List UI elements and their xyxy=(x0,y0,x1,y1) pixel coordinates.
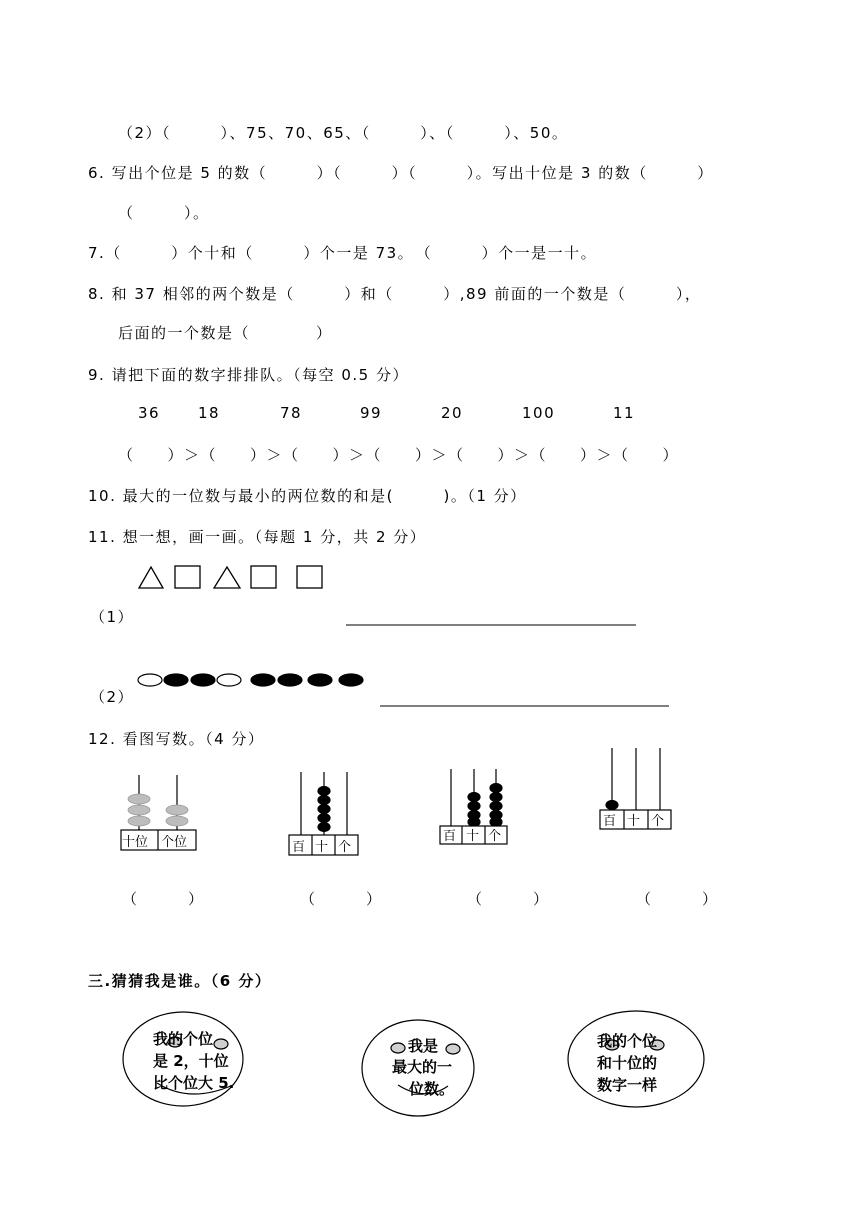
q5-part2: （2）（ ）、75、70、65、（ ）、（ ）、50。 xyxy=(118,124,569,142)
square-shape xyxy=(297,566,322,588)
bubble-text: 和十位的 xyxy=(597,1054,658,1072)
square-shape xyxy=(251,566,276,588)
abacus-label: 十 xyxy=(466,829,480,844)
eye-icon xyxy=(391,1043,405,1053)
q6-line2: （ ）。 xyxy=(118,204,210,222)
black-bead xyxy=(468,802,480,811)
bubble-text: 比个位大 5. xyxy=(153,1074,235,1092)
black-bead xyxy=(318,787,330,796)
gray-bead xyxy=(166,805,188,815)
black-oval xyxy=(339,674,363,686)
black-bead xyxy=(318,805,330,814)
q12-answer-blank: （ ） xyxy=(122,890,205,908)
black-oval xyxy=(278,674,302,686)
q8-line2: 后面的一个数是（ ） xyxy=(118,324,333,342)
q9: 9. 请把下面的数字排排队。（每空 0.5 分） xyxy=(88,366,409,384)
q9-number: 99 xyxy=(360,404,383,422)
q9-number: 78 xyxy=(280,404,303,422)
bubble-text: 最大的一 xyxy=(392,1058,453,1076)
shape-pattern xyxy=(139,566,322,588)
bubble-text: 我是 xyxy=(408,1037,439,1055)
bubble-text: 是 2，十位 xyxy=(153,1052,229,1070)
black-bead xyxy=(318,823,330,832)
square-shape xyxy=(175,566,200,588)
black-oval xyxy=(251,674,275,686)
q10: 10. 最大的一位数与最小的两位数的和是( )。（1 分） xyxy=(88,487,527,505)
black-bead xyxy=(490,784,502,793)
bubble-text: 我的个位 xyxy=(153,1030,214,1048)
black-bead xyxy=(468,793,480,802)
abacus-label: 百 xyxy=(603,814,617,829)
black-oval xyxy=(308,674,332,686)
bubble-text: 数字一样 xyxy=(597,1076,658,1094)
q9-number: 100 xyxy=(522,404,556,422)
gray-bead xyxy=(166,816,188,826)
black-bead xyxy=(606,801,618,810)
abacus-label: 个 xyxy=(488,829,502,844)
abacus-label: 个 xyxy=(338,840,352,855)
oval-pattern xyxy=(138,674,363,686)
q11-part2-label: （2） xyxy=(90,688,135,706)
triangle-shape xyxy=(214,567,240,588)
q12: 12. 看图写数。（4 分） xyxy=(88,730,265,748)
black-bead xyxy=(468,818,480,827)
q12-answer-blank: （ ） xyxy=(467,890,550,908)
q11: 11. 想一想，画一画。（每题 1 分，共 2 分） xyxy=(88,528,427,546)
abacus-label: 十 xyxy=(315,840,329,855)
abacus-label: 个 xyxy=(651,814,665,829)
black-bead xyxy=(318,796,330,805)
bubble-text: 位数。 xyxy=(409,1080,455,1098)
abacus-label: 百 xyxy=(292,840,306,855)
white-oval xyxy=(217,674,241,686)
eye-icon xyxy=(446,1044,460,1054)
abacus-label: 十位 xyxy=(122,835,149,850)
q12-answer-blank: （ ） xyxy=(300,890,383,908)
q11-part1-label: （1） xyxy=(90,608,135,626)
black-bead xyxy=(490,818,502,827)
q9-number: 11 xyxy=(613,404,636,422)
q9-number: 20 xyxy=(441,404,464,422)
abacus-label: 个位 xyxy=(161,835,188,850)
black-bead xyxy=(490,802,502,811)
q8-line1: 8. 和 37 相邻的两个数是（ ）和（ ）,89 前面的一个数是（ ）， xyxy=(88,285,702,303)
gray-bead xyxy=(128,805,150,815)
black-oval xyxy=(191,674,215,686)
q9-number: 18 xyxy=(198,404,221,422)
triangle-shape xyxy=(139,567,163,588)
gray-bead xyxy=(128,816,150,826)
white-oval xyxy=(138,674,162,686)
eye-icon xyxy=(214,1039,228,1049)
q12-answer-blank: （ ） xyxy=(636,890,719,908)
gray-bead xyxy=(128,794,150,804)
abacus-label: 百 xyxy=(443,829,457,844)
black-bead xyxy=(490,793,502,802)
abacus-label: 十 xyxy=(627,814,641,829)
q6-line1: 6. 写出个位是 5 的数（ ）（ ）（ ）。写出十位是 3 的数（ ） xyxy=(88,164,714,182)
section-3-title: 三.猜猜我是谁。（6 分） xyxy=(88,972,272,990)
q9-number: 36 xyxy=(138,404,161,422)
q7: 7.（ ）个十和（ ）个一是 73。 （ ）个一是一十。 xyxy=(88,244,598,262)
q9-blanks: （ ）＞（ ）＞（ ）＞（ ）＞（ ）＞（ ）＞（ ） xyxy=(118,446,680,464)
black-oval xyxy=(164,674,188,686)
black-bead xyxy=(318,814,330,823)
bubble-text: 我的个位 xyxy=(597,1032,658,1050)
